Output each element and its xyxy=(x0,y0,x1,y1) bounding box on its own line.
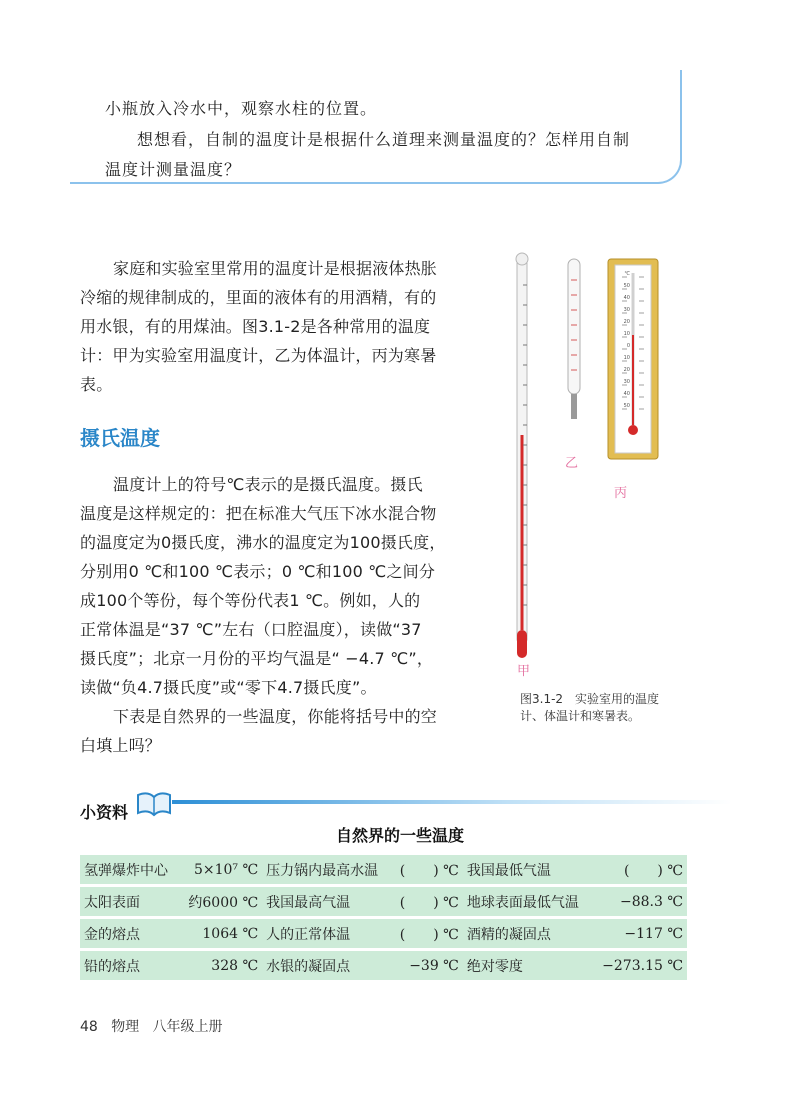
scale-label: ℃ xyxy=(624,271,630,277)
scale-label: 30 xyxy=(623,307,630,313)
intro-line: 表。 xyxy=(80,375,113,394)
book-icon xyxy=(134,789,174,819)
celsius-line: 下表是自然界的一些温度，你能将括号中的空 xyxy=(113,707,438,726)
figure-caption: 计、体温计和寒暑表。 xyxy=(520,709,641,723)
celsius-line: 温度计上的符号℃表示的是摄氏温度。摄氏 xyxy=(113,475,423,494)
table-row xyxy=(80,919,687,948)
table-cell: 水银的凝固点 xyxy=(262,951,391,980)
table-cell: 人的正常体温 xyxy=(262,919,391,948)
table-cell: 5×10⁷ ℃ xyxy=(179,855,262,884)
table-cell: 酒精的凝固点 xyxy=(463,919,592,948)
table-cell: 我国最低气温 xyxy=(463,855,592,884)
scale-label: 20 xyxy=(623,319,630,325)
table-title: 自然界的一些温度 xyxy=(335,826,464,845)
scale-label: 30 xyxy=(623,379,630,385)
scale-label: 10 xyxy=(623,331,630,337)
intro-line: 用水银，有的用煤油。图3.1-2是各种常用的温度 xyxy=(80,317,431,336)
intro-line: 家庭和实验室里常用的温度计是根据液体热胀 xyxy=(113,259,438,278)
scale-label: 50 xyxy=(623,283,630,289)
activity-line: 温度计测量温度？ xyxy=(105,160,242,179)
scale-label: 40 xyxy=(623,295,630,301)
table-cell: 1064 ℃ xyxy=(179,919,262,948)
scale-label: 10 xyxy=(623,355,630,361)
scale-label: 50 xyxy=(623,403,630,409)
table-cell: −117 ℃ xyxy=(592,919,687,948)
lab-thermometer xyxy=(516,253,528,658)
thermometer-figure xyxy=(500,245,680,685)
clinical-thermometer xyxy=(568,259,580,419)
label-jia: 甲 xyxy=(517,664,531,679)
celsius-line: 温度是这样规定的：把在标准大气压下冰水混合物 xyxy=(80,504,437,523)
scale-label: 0 xyxy=(626,343,630,349)
activity-line: 想想看，自制的温度计是根据什么道理来测量温度的？怎样用自制 xyxy=(137,130,631,149)
section-heading: 摄氏温度 xyxy=(80,426,160,450)
celsius-line: 的温度定为0摄氏度，沸水的温度定为100摄氏度， xyxy=(80,533,446,552)
table-cell: 太阳表面 xyxy=(80,887,179,916)
table-cell: ( ) ℃ xyxy=(391,887,463,916)
table-row xyxy=(80,887,687,916)
table-cell: ( ) ℃ xyxy=(391,855,463,884)
table-cell: 氢弹爆炸中心 xyxy=(80,855,179,884)
table-cell: −88.3 ℃ xyxy=(592,887,687,916)
scale-label: 20 xyxy=(623,367,630,373)
label-bing: 丙 xyxy=(614,486,628,501)
table-cell: 金的熔点 xyxy=(80,919,179,948)
table-cell: 地球表面最低气温 xyxy=(463,887,592,916)
label-yi: 乙 xyxy=(565,456,579,471)
table-row xyxy=(80,951,687,980)
table-cell: 压力锅内最高水温 xyxy=(262,855,391,884)
celsius-line: 分别用0 ℃和100 ℃表示；0 ℃和100 ℃之间分 xyxy=(80,562,436,581)
table-cell: 328 ℃ xyxy=(179,951,262,980)
table-cell: ( ) ℃ xyxy=(592,855,687,884)
table-row xyxy=(80,855,687,884)
page-footer xyxy=(80,1016,223,1036)
activity-line: 小瓶放入冷水中，观察水柱的位置。 xyxy=(105,99,378,118)
intro-line: 计：甲为实验室用温度计，乙为体温计，丙为寒暑 xyxy=(80,346,437,365)
celsius-line: 读做“负4.7摄氏度”或“零下4.7摄氏度”。 xyxy=(80,678,377,697)
scale-label: 40 xyxy=(623,391,630,397)
info-divider xyxy=(172,800,732,804)
celsius-line: 成100个等份，每个等份代表1 ℃。例如，人的 xyxy=(80,591,421,610)
table-cell: −39 ℃ xyxy=(391,951,463,980)
wall-thermometer xyxy=(608,259,658,459)
table-cell: 绝对零度 xyxy=(463,951,592,980)
temperature-table xyxy=(80,852,687,983)
table-cell: −273.15 ℃ xyxy=(592,951,687,980)
info-label: 小资料 xyxy=(80,803,129,822)
table-cell: 约6000 ℃ xyxy=(179,887,262,916)
intro-line: 冷缩的规律制成的，里面的液体有的用酒精，有的 xyxy=(80,288,437,307)
celsius-line: 摄氏度”；北京一月份的平均气温是“ −4.7 ℃”， xyxy=(80,649,434,668)
wall-scale xyxy=(618,268,630,412)
table-cell: 我国最高气温 xyxy=(262,887,391,916)
footer-subject: 物理 xyxy=(111,1019,140,1035)
celsius-line: 正常体温是“37 ℃”左右（口腔温度），读做“37 xyxy=(80,620,422,639)
celsius-line: 白填上吗？ xyxy=(80,736,162,755)
footer-book: 八年级上册 xyxy=(152,1019,223,1035)
table-cell: 铅的熔点 xyxy=(80,951,179,980)
figure-caption: 图3.1-2 实验室用的温度 xyxy=(520,692,660,706)
page-number: 48 xyxy=(80,1019,98,1035)
table-cell: ( ) ℃ xyxy=(391,919,463,948)
